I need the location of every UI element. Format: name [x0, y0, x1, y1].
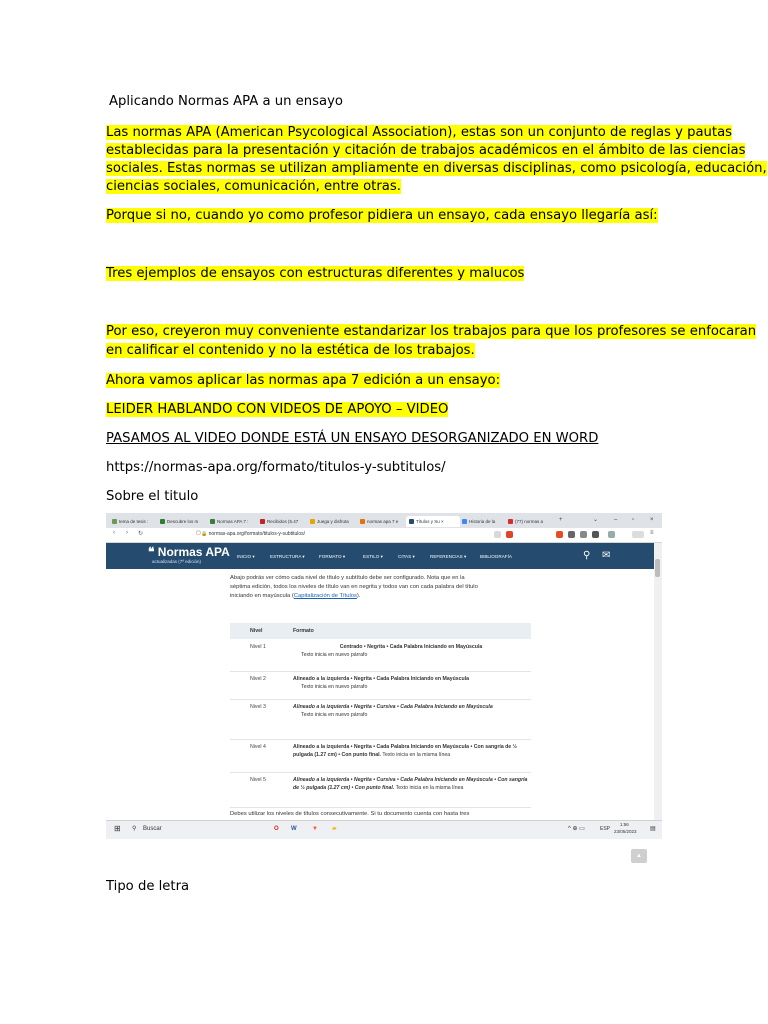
- row-format: Alineado a la izquierda • Negrita • Cursiva • Cada Palabra Iniciando en Mayúscula Texto inicia en nuevo párrafo: [293, 704, 493, 718]
- windows-taskbar: [106, 820, 662, 839]
- row-level: Nivel 2: [250, 676, 266, 682]
- table-row: [230, 672, 531, 700]
- brave-shield-icon[interactable]: [506, 531, 513, 538]
- pasamos-paragraph: PASAMOS AL VIDEO DONDE ESTÁ UN ENSAYO DESORGANIZADO EN WORD: [106, 431, 599, 446]
- browser-tab[interactable]: Juega y disfruta: [310, 516, 356, 527]
- row-level: Nivel 1: [250, 644, 266, 650]
- menu-item-referencias[interactable]: REFERENCIAS ▾: [430, 554, 467, 559]
- close-icon[interactable]: ×: [650, 517, 654, 523]
- maximize-icon[interactable]: ▫: [632, 517, 635, 523]
- sidebar-icon[interactable]: [592, 531, 599, 538]
- share-icon[interactable]: [494, 531, 501, 538]
- browser-tab[interactable]: Normas APA 7 :: [210, 516, 256, 527]
- menu-item-citas[interactable]: CITAS ▾: [398, 554, 415, 559]
- windows-start-icon[interactable]: ⊞: [114, 824, 121, 833]
- table-row: [230, 773, 531, 808]
- browser-screenshot: [106, 513, 662, 859]
- row-level: Nivel 4: [250, 744, 266, 750]
- menu-item-formato[interactable]: FORMATO ▾: [319, 554, 346, 559]
- table-row: [230, 740, 531, 773]
- word-icon[interactable]: W: [291, 826, 297, 832]
- column-header-formato: Formato: [293, 628, 314, 634]
- mail-icon[interactable]: ✉: [602, 550, 611, 561]
- tab-favicon-icon: [508, 519, 513, 524]
- browser-tab[interactable]: Recibidos (5.47: [260, 516, 306, 527]
- site-logo-subtitle: actualizadas (7ª edición): [152, 559, 201, 564]
- new-tab-icon[interactable]: +: [559, 517, 563, 523]
- apa-url: https://normas-apa.org/formato/titulos-y-subtitulos/: [106, 460, 446, 475]
- reload-icon[interactable]: ↻: [138, 531, 144, 537]
- row-format: Alineado a la izquierda • Negrita • Cursiva • Cada Palabra Iniciando en Mayúscula • Con sangría de ½ pulgada (1.27 cm) • Con punto final. Texto inicia en la misma línea: [293, 777, 528, 791]
- tab-favicon-icon: [112, 519, 117, 524]
- minimize-icon[interactable]: –: [614, 517, 618, 523]
- back-icon[interactable]: ‹: [113, 530, 115, 536]
- intro-line-3: sociales. Estas normas se utilizan ampliamente en diversas disciplinas, como psicología, educación,: [106, 161, 767, 176]
- browser-tab[interactable]: (77) normas a: [508, 516, 552, 527]
- porque-paragraph: Porque si no, cuando yo como profesor pidiera un ensayo, cada ensayo llegaría así:: [106, 208, 658, 223]
- wallet-icon[interactable]: [608, 531, 615, 538]
- clock-time[interactable]: 1:56: [620, 822, 629, 827]
- por-eso-line-1: Por eso, creyeron muy conveniente estandarizar los trabajos para que los profesores se enfocaran: [106, 324, 757, 339]
- row-format: Alineado a la izquierda • Negrita • Cada Palabra Iniciando en Mayúscula • Con sangría de ½ pulgada (1.27 cm) • Con punto final. Texto inicia en la misma línea: [293, 744, 517, 758]
- tab-favicon-icon: [260, 519, 265, 524]
- search-icon[interactable]: ⚲: [583, 550, 591, 561]
- menu-item-estructura[interactable]: ESTRUCTURA ▾: [270, 554, 305, 559]
- taskbar-search-input[interactable]: Buscar: [143, 826, 162, 832]
- article-intro-line: séptima edición, todos los niveles de título van en negrita y todos van con cada palabra del título: [230, 584, 478, 590]
- ahora-paragraph: Ahora vamos aplicar las normas apa 7 edición a un ensayo:: [106, 373, 501, 388]
- tab-search-icon[interactable]: ⌄: [593, 517, 599, 523]
- site-header: [106, 543, 654, 569]
- table-row: [230, 640, 531, 672]
- address-bar: [106, 528, 662, 543]
- search-icon[interactable]: ⚲: [132, 826, 137, 832]
- brave-icon[interactable]: ▼: [312, 826, 318, 832]
- doc-title: Aplicando Normas APA a un ensayo: [109, 94, 343, 109]
- row-format: Centrado • Negrita • Cada Palabra Iniciando en Mayúscula Texto inicia en nuevo párrafo: [301, 644, 483, 658]
- clock-date[interactable]: 23/05/2023: [614, 829, 637, 834]
- tab-favicon-icon: [360, 519, 365, 524]
- article-footer-line: Debes utilizar los niveles de títulos consecutivamente. Si tu documento cuenta con hasta tres: [230, 811, 470, 817]
- system-tray-icons[interactable]: ^ ⊕ ▭: [568, 826, 585, 832]
- tab-favicon-icon: [462, 519, 467, 524]
- row-level: Nivel 3: [250, 704, 266, 710]
- extension-icon[interactable]: [580, 531, 587, 538]
- menu-item-estilo[interactable]: ESTILO ▾: [363, 554, 383, 559]
- menu-item-bibliografia[interactable]: BIBLIOGRAFÍA: [480, 554, 512, 559]
- tab-favicon-icon: [310, 519, 315, 524]
- browser-tab[interactable]: tema de tesis :: [112, 516, 156, 527]
- file-explorer-icon[interactable]: ▰: [332, 826, 337, 832]
- tab-favicon-icon: [210, 519, 215, 524]
- row-level: Nivel 5: [250, 777, 266, 783]
- vpn-icon[interactable]: [632, 531, 644, 538]
- table-row: [230, 700, 531, 740]
- menu-item-inicio[interactable]: INICIO ▾: [237, 554, 255, 559]
- article-intro-line: Abajo podrás ver cómo cada nivel de título y subtítulo debe ser configurado. Nota que en la: [230, 575, 465, 581]
- scrollbar-thumb[interactable]: [655, 559, 660, 577]
- intro-line-2: establecidas para la presentación y citación de trabajos académicos en el ámbito de las ciencias: [106, 143, 746, 158]
- site-logo[interactable]: ❝ Normas APA: [148, 545, 230, 559]
- url-input[interactable]: 🔒 normas-apa.org/formato/titulos-y-subtitulos/: [201, 531, 306, 537]
- browser-tab-active[interactable]: Títulos y Su ×: [406, 516, 460, 527]
- capitalizacion-link[interactable]: Capitalización de Títulos: [293, 593, 357, 599]
- sobre-el-titulo: Sobre el titulo: [106, 489, 199, 504]
- tab-favicon-icon: [409, 519, 414, 524]
- column-header-nivel: Nivel: [250, 628, 263, 634]
- intro-line-1: Las normas APA (American Psycological Association), estas son un conjunto de reglas y pautas: [106, 125, 733, 140]
- tres-ejemplos-paragraph: Tres ejemplos de ensayos con estructuras diferentes y malucos: [106, 266, 525, 281]
- notifications-icon[interactable]: ▤: [650, 826, 656, 832]
- scroll-to-top-button[interactable]: [631, 849, 647, 863]
- arrow-up-icon: ▲: [636, 853, 642, 859]
- opera-icon[interactable]: O: [274, 826, 279, 832]
- quote-icon: ❝: [148, 545, 158, 559]
- tipo-de-letra: Tipo de letra: [106, 879, 190, 894]
- extension-icon[interactable]: [556, 531, 563, 538]
- menu-icon[interactable]: ≡: [650, 530, 654, 536]
- por-eso-line-2: en calificar el contenido y no la estética de los trabajos.: [106, 343, 475, 358]
- tab-favicon-icon: [160, 519, 165, 524]
- bookmark-icon[interactable]: ▢: [196, 530, 201, 536]
- browser-tab[interactable]: Historia de la: [462, 516, 504, 527]
- extension-icon[interactable]: [568, 531, 575, 538]
- browser-tab[interactable]: Descubre los m: [160, 516, 206, 527]
- intro-line-4: ciencias sociales, comunicación, entre otras.: [106, 179, 401, 194]
- row-format: Alineado a la izquierda • Negrita • Cada Palabra Iniciando en Mayúscula Texto inicia en nuevo párrafo: [293, 676, 470, 690]
- scrollbar[interactable]: [654, 543, 662, 820]
- article-intro-line: iniciando en mayúscula (Capitalización de Títulos).: [230, 593, 361, 599]
- leider-paragraph: LEIDER HABLANDO CON VIDEOS DE APOYO – VIDEO: [106, 402, 449, 417]
- browser-tab-strip: [106, 513, 662, 528]
- forward-icon[interactable]: ›: [126, 530, 128, 536]
- table-header: [230, 623, 531, 639]
- browser-tab[interactable]: normas apa 7 e: [360, 516, 404, 527]
- language-indicator[interactable]: ESP: [600, 826, 611, 832]
